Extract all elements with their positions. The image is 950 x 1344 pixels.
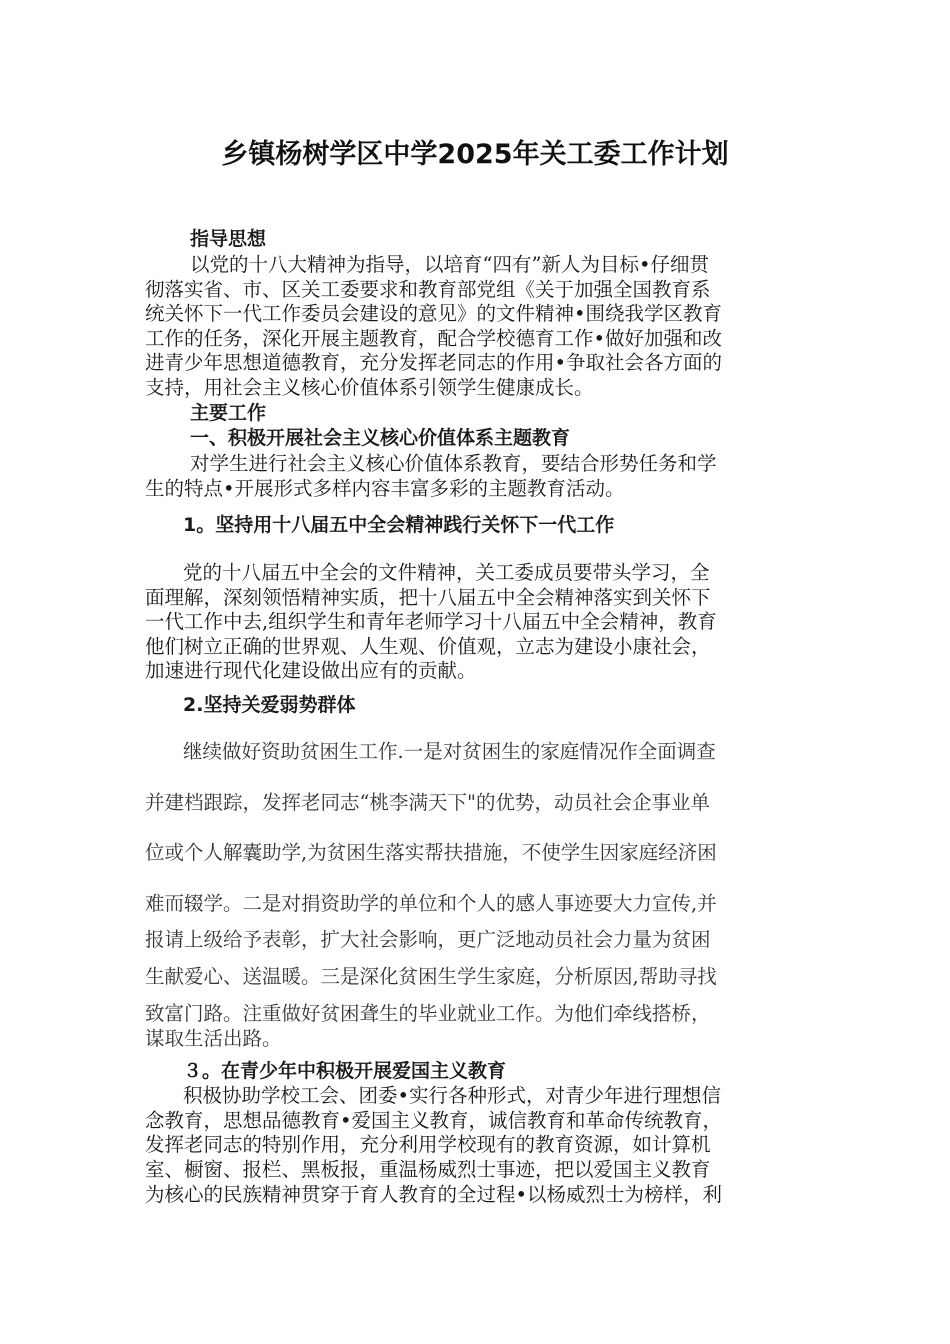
paragraph-line: 彻落实省、市、区关工委要求和教育部党组《关于加强全国教育系 bbox=[145, 278, 711, 301]
paragraph-line: 生的特点•开展形式多样内容丰富多彩的主题教育活动。 bbox=[145, 477, 625, 500]
paragraph-line: 继续做好资助贫困生工作.一是对贫困生的家庭情况作全面调查 bbox=[183, 740, 716, 763]
paragraph-line: 并建档跟踪，发挥老同志“桃李满天下"的优势，动员社会企事业单 bbox=[145, 791, 710, 814]
paragraph-line: 报请上级给予表彰，扩大社会影响，更广泛地动员社会力量为贫困 bbox=[145, 928, 711, 951]
paragraph-line: 念教育，思想品德教育•爱国主义教育，诚信教育和革命传统教育， bbox=[145, 1109, 723, 1132]
paragraph-line: 加速进行现代化建设做出应有的贡献。 bbox=[145, 659, 477, 682]
paragraph-line: 谋取生活出路。 bbox=[145, 1027, 282, 1050]
paragraph-line: 对学生进行社会主义核心价值体系教育，要结合形势任务和学 bbox=[190, 452, 717, 475]
paragraph-line: 一代工作中去,组织学生和青年老师学习十八届五中全会精神，教育 bbox=[145, 610, 717, 633]
subsection-heading: 1。坚持用十八届五中全会精神践行关怀下一代工作 bbox=[183, 514, 615, 536]
paragraph-line: 发挥老同志的特别作用，充分利用学校现有的教育资源，如计算机 bbox=[145, 1133, 711, 1156]
paragraph-line: 为核心的民族精神贯穿于育人教育的全过程•以杨威烈士为榜样，利 bbox=[145, 1183, 723, 1206]
paragraph-line: 党的十八届五中全会的文件精神，关工委成员要带头学习，全 bbox=[183, 561, 710, 584]
paragraph-line: 积极协助学校工会、团委•实行各种形式，对青少年进行理想信 bbox=[183, 1084, 722, 1107]
paragraph-line: 生献爱心、送温暖。三是深化贫困生学生家庭，分析原因,帮助寻找 bbox=[145, 965, 717, 988]
section-heading: 一、积极开展社会主义核心价值体系主题教育 bbox=[190, 427, 571, 449]
subsection-heading: ３。在青少年中积极开展爱国主义教育 bbox=[183, 1060, 507, 1082]
paragraph-line: 统关怀下一代工作委员会建设的意见》的文件精神•围绕我学区教育 bbox=[145, 302, 723, 325]
subsection-heading: 2.坚持关爱弱势群体 bbox=[183, 694, 356, 716]
paragraph-line: 致富门路。注重做好贫困聋生的毕业就业工作。为他们牵线搭桥， bbox=[145, 1002, 711, 1025]
paragraph-line: 支持，用社会主义核心价值体系引领学生健康成长。 bbox=[145, 376, 594, 399]
paragraph-line: 工作的任务，深化开展主题教育，配合学校德育工作•做好加强和改 bbox=[145, 327, 723, 350]
paragraph-line: 室、橱窗、报栏、黑板报，重温杨威烈士事迹，把以爱国主义教育 bbox=[145, 1158, 711, 1181]
paragraph-line: 以党的十八大精神为指导，以培育“四有”新人为目标•仔细贯 bbox=[190, 253, 709, 276]
paragraph-line: 他们树立正确的世界观、人生观、价值观，立志为建设小康社会， bbox=[145, 635, 711, 658]
paragraph-line: 难而辍学。二是对捐资助学的单位和个人的感人事迹要大力宣传,并 bbox=[145, 892, 717, 915]
section-heading: 主要工作 bbox=[190, 402, 267, 424]
document-title: 乡镇杨树学区中学2025年关工委工作计划 bbox=[221, 139, 729, 170]
section-heading: 指导思想 bbox=[190, 228, 267, 250]
paragraph-line: 位或个人解囊助学,为贫困生落实帮扶措施，不使学生因家庭经济困 bbox=[145, 841, 717, 864]
paragraph-line: 进青少年思想道德教育，充分发挥老同志的作用•争取社会各方面的 bbox=[145, 351, 723, 374]
paragraph-line: 面理解，深刻领悟精神实质，把十八届五中全会精神落实到关怀下 bbox=[145, 586, 711, 609]
